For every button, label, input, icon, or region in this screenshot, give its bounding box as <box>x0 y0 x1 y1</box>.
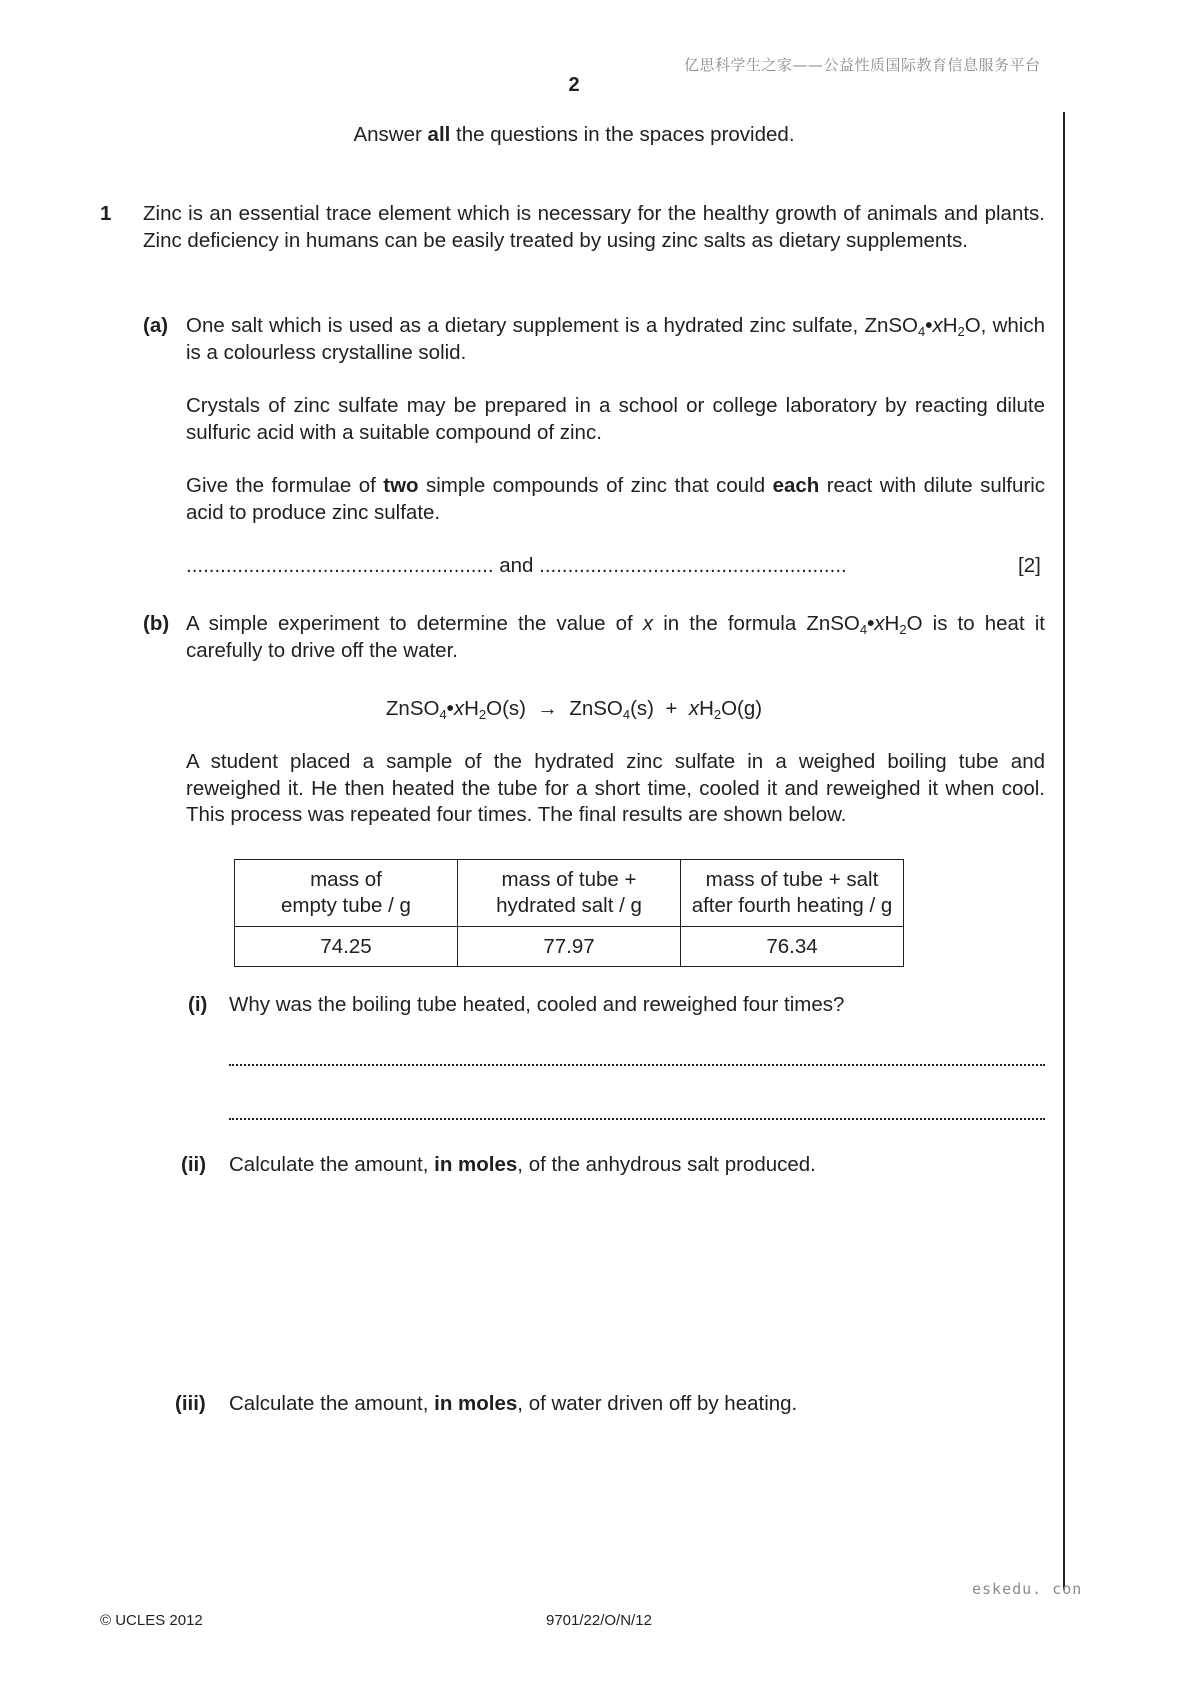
part-a-paragraph-3: Give the formulae of two simple compounds of zinc that could each react with dilute sulfuric acid to produce zinc sulfate. <box>186 474 1046 524</box>
footer-paper-code: 9701/22/O/N/12 <box>546 1612 652 1629</box>
table-header-cell: mass of empty tube / g <box>235 860 458 927</box>
sub-question-iii-label: (iii) <box>175 1392 206 1415</box>
part-a-answer-line[interactable]: ...................................................... and ...................................................... <box>186 554 847 577</box>
sub-question-ii-text: Calculate the amount, in moles, of the anhydrous salt produced. <box>229 1153 816 1176</box>
part-a-label: (a) <box>143 314 169 337</box>
table-header-cell: mass of tube + salt after fourth heating / g <box>681 860 904 927</box>
sub-question-i-text: Why was the boiling tube heated, cooled and reweighed four times? <box>229 993 845 1016</box>
reaction-arrow-icon: → <box>537 697 558 720</box>
answer-line[interactable] <box>229 1116 1045 1120</box>
table-row <box>235 927 904 967</box>
sub-question-iii-text: Calculate the amount, in moles, of water driven off by heating. <box>229 1392 798 1415</box>
part-b-paragraph-1: A simple experiment to determine the value of x in the formula $ZnSO_4•xH_2O$ is to heat it carefully to drive off the water. <box>186 612 1045 662</box>
results-table <box>234 859 904 967</box>
header-watermark: 亿思科学生之家——公益性质国际教育信息服务平台 <box>684 56 1041 74</box>
table-cell: 74.25 <box>235 927 458 967</box>
table-header-cell: mass of tube + hydrated salt / g <box>458 860 681 927</box>
part-a-paragraph-1: One salt which is used as a dietary supplement is a hydrated zinc sulfate, $ZnSO_4•xH_2O$, which is a colourless crystalline solid. <box>186 314 1046 364</box>
chemical-equation: $ZnSO_4•xH_2O(s)$ → ZnSO$_4$(s) + $xH_2O(g)$ <box>385 697 763 722</box>
part-a-paragraph-2: Crystals of zinc sulfate may be prepared in a school or college laboratory by reacting dilute sulfuric acid with a suitable compound of zinc. <box>186 394 1045 444</box>
sub-question-i-label: (i) <box>188 993 208 1016</box>
part-b-label: (b) <box>143 612 170 635</box>
part-a-marks: [2] <box>1018 554 1041 577</box>
margin-line <box>1063 112 1065 1590</box>
question-number: 1 <box>100 202 112 225</box>
table-header-row <box>235 860 904 927</box>
question-intro: Zinc is an essential trace element which is necessary for the healthy growth of animals and plants. Zinc deficiency in humans can be easily treated by using zinc salts as dietary supplements. <box>143 202 1045 252</box>
page-number: 2 <box>568 74 580 96</box>
instruction: Answer all the questions in the spaces provided. <box>353 123 795 146</box>
sub-question-ii-label: (ii) <box>181 1153 207 1176</box>
table-cell: 77.97 <box>458 927 681 967</box>
footer-watermark: eskedu. con <box>972 1580 1083 1598</box>
footer-copyright: © UCLES 2012 <box>100 1612 203 1629</box>
answer-line[interactable] <box>229 1062 1045 1066</box>
table-cell: 76.34 <box>681 927 904 967</box>
part-b-paragraph-2: A student placed a sample of the hydrated zinc sulfate in a weighed boiling tube and reweighed it. He then heated the tube for a short time, cooled it and reweighed it when cool. This process was repeated four times. The final results are shown below. <box>186 750 1045 826</box>
